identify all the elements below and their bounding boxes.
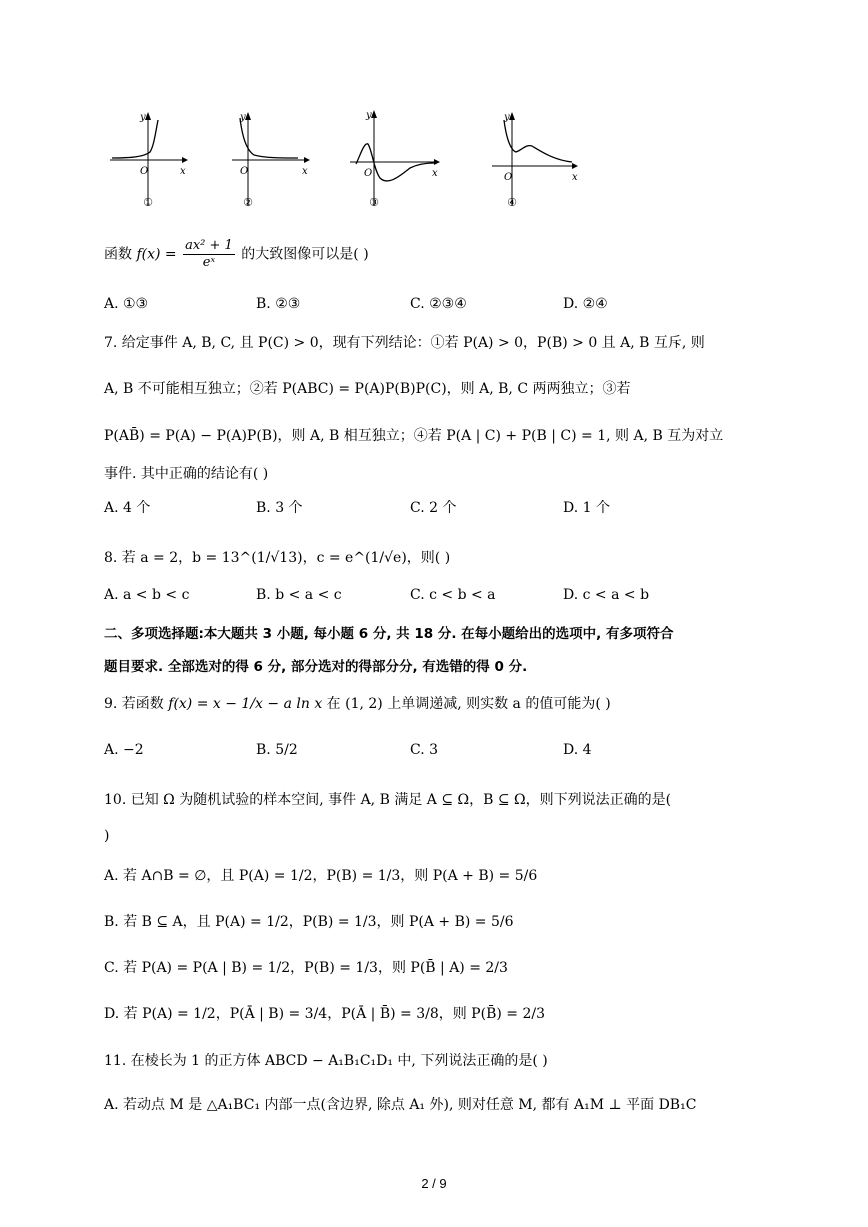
- q8-option-d: D. c < a < b: [563, 587, 650, 603]
- q9-stem-prefix: 9. 若函数: [104, 696, 164, 712]
- page-number: 2 / 9: [421, 1176, 447, 1191]
- q8-option-b: B. b < a < c: [256, 587, 342, 603]
- graph-1-label: ①: [143, 196, 153, 209]
- q10-option-d: D. 若 P(A) = 1/2，P(Ā | B) = 3/4，P(Ā | B̄) = 3/8，则 P(B̄) = 2/3: [104, 1006, 545, 1022]
- section-2-line-1: 二、多项选择题:本大题共 3 小题, 每小题 6 分, 共 18 分. 在每小题给出的选项中, 有多项符合: [104, 626, 674, 642]
- q11-stem: 11. 在棱长为 1 的正方体 ABCD − A₁B₁C₁D₁ 中, 下列说法正确的是( ): [104, 1053, 548, 1069]
- q10-option-c: C. 若 P(A) = P(A | B) = 1/2，P(B) = 1/3，则 P(B̄ | A) = 2/3: [104, 960, 508, 976]
- q7-option-b: B. 3 个: [256, 500, 303, 516]
- graph-1-y-label: y: [140, 112, 146, 123]
- graph-2: [232, 110, 322, 210]
- graph-4: [492, 110, 592, 210]
- q10-option-a: A. 若 A∩B = ∅，且 P(A) = 1/2，P(B) = 1/3，则 P(A + B) = 5/6: [104, 868, 538, 884]
- q7-line-4: 事件. 其中正确的结论有( ): [104, 466, 269, 482]
- q10-line-2: ): [104, 828, 110, 844]
- q9-option-d: D. 4: [563, 742, 592, 758]
- graph-3-origin: O: [364, 168, 373, 179]
- q9-stem-suffix: 在 (1, 2) 上单调递减, 则实数 a 的值可能为( ): [326, 696, 611, 712]
- graph-1-x-label: x: [180, 166, 186, 177]
- q7-option-d: D. 1 个: [563, 500, 610, 516]
- graph-1-origin: O: [140, 166, 149, 177]
- q6-numerator: ax² + 1: [185, 238, 233, 253]
- q8-option-a: A. a < b < c: [104, 587, 190, 603]
- q6-option-c: C. ②③④: [410, 296, 467, 312]
- q8-stem: 8. 若 a = 2，b = 13^(1/√13)，c = e^(1/√e)，则( ): [104, 550, 451, 566]
- graph-4-x-label: x: [572, 172, 578, 183]
- graph-4-origin: O: [504, 172, 513, 183]
- graph-2-y-label: y: [240, 112, 246, 123]
- q6-stem-prefix: 函数: [104, 246, 132, 263]
- graph-3: [350, 106, 450, 210]
- q6-option-a: A. ①③: [104, 296, 149, 312]
- q7-line-1: 7. 给定事件 A, B, C, 且 P(C) > 0，现有下列结论：①若 P(A) > 0，P(B) > 0 且 A, B 互斥, 则: [104, 335, 705, 351]
- q7-option-c: C. 2 个: [410, 500, 457, 516]
- graph-2-origin: O: [240, 166, 249, 177]
- q6-fraction: [183, 238, 235, 271]
- graph-2-label: ②: [243, 196, 253, 209]
- graph-4-label: ④: [507, 196, 517, 209]
- q6-option-d: D. ②④: [563, 296, 608, 312]
- q6-func-lhs: f(x) =: [136, 246, 177, 263]
- section-2-line-2: 题目要求. 全部选对的得 6 分, 部分选对的得部分分, 有选错的得 0 分.: [104, 659, 528, 675]
- graph-4-y-label: y: [504, 112, 510, 123]
- q6-stem: [104, 238, 369, 271]
- q6-denominator: eˣ: [202, 255, 216, 270]
- q7-option-a: A. 4 个: [104, 500, 151, 516]
- q6-option-b: B. ②③: [256, 296, 301, 312]
- q10-option-b: B. 若 B ⊆ A，且 P(A) = 1/2，P(B) = 1/3，则 P(A + B) = 5/6: [104, 914, 514, 930]
- graph-2-x-label: x: [302, 166, 308, 177]
- q10-line-1: 10. 已知 Ω 为随机试验的样本空间, 事件 A, B 满足 A ⊆ Ω，B ⊆ Ω，则下列说法正确的是(: [104, 792, 672, 808]
- q9-option-c: C. 3: [410, 742, 439, 758]
- q9-stem: [104, 694, 611, 714]
- q7-line-3: P(AB̄) = P(A) − P(A)P(B)，则 A, B 相互独立；④若 P(A | C) + P(B | C) = 1, 则 A, B 互为对立: [104, 428, 724, 444]
- graph-3-x-label: x: [432, 168, 438, 179]
- q6-stem-suffix: 的大致图像可以是( ): [241, 246, 369, 263]
- q7-line-2: A, B 不可能相互独立；②若 P(ABC) = P(A)P(B)P(C)，则 A, B, C 两两独立；③若: [104, 381, 631, 397]
- q9-func: f(x) = x − 1/x − a ln x: [168, 696, 323, 712]
- graph-3-y-label: y: [366, 110, 372, 121]
- graph-3-label: ③: [369, 196, 379, 209]
- q8-option-c: C. c < b < a: [410, 587, 496, 603]
- q9-option-a: A. −2: [104, 742, 144, 758]
- q9-option-b: B. 5/2: [256, 742, 298, 758]
- q11-option-a: A. 若动点 M 是 △A₁BC₁ 内部一点(含边界, 除点 A₁ 外), 则对任意 M, 都有 A₁M ⊥ 平面 DB₁C: [104, 1097, 697, 1113]
- graph-1: [110, 110, 200, 210]
